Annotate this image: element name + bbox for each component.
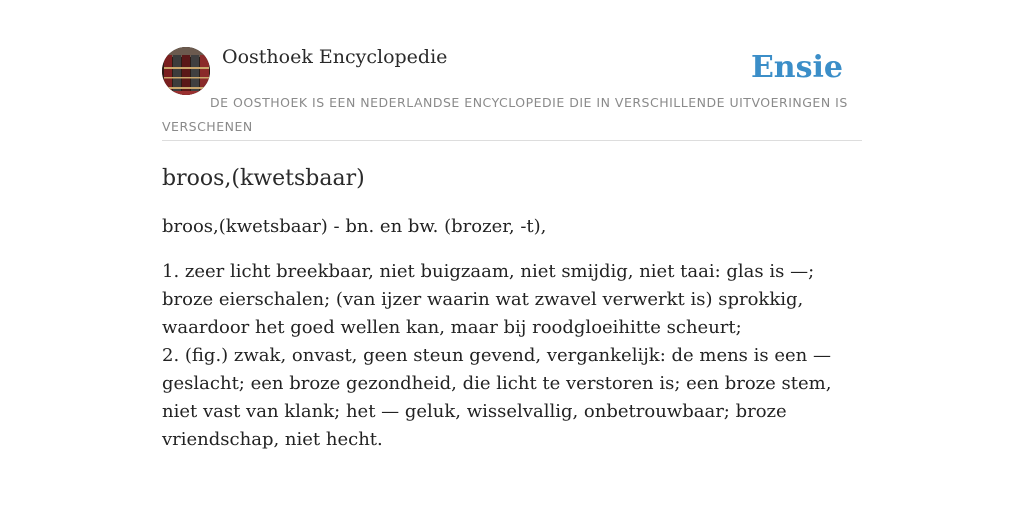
definition-1: 1. zeer licht breekbaar, niet buigzaam, niet smijdig, niet taai: glas is —; broze eierschalen; (van ijzer waarin wat zwavel verwerkt is) sprokkig, waardoor het goed wellen kan, maar bij roodgloeihitte scheurt; (162, 261, 815, 338)
site-header (162, 44, 862, 141)
site-avatar[interactable] (162, 47, 210, 95)
entry-title: broos,(kwetsbaar) (162, 166, 365, 191)
site-name[interactable]: Oosthoek Encyclopedie (222, 46, 448, 68)
entry-definitions (162, 258, 862, 454)
entry-content (162, 162, 862, 454)
book-spines-icon (162, 47, 210, 95)
entry-lead: broos,(kwetsbaar) - bn. en bw. (brozer, -t), (162, 216, 547, 237)
site-tagline: DE OOSTHOEK IS EEN NEDERLANDSE ENCYCLOPEDIE DIE IN VERSCHILLENDE UITVOERINGEN IS VERSCHENEN (162, 95, 848, 134)
definition-2: 2. (fig.) zwak, onvast, geen steun gevend, vergankelijk: de mens is een — geslacht; een broze gezondheid, die licht te verstoren is; een broze stem, niet vast van klank; het — geluk, wisselvallig, onbetrouwbaar; broze vriendschap, niet hecht. (162, 345, 832, 450)
brand-logo[interactable]: Ensie (750, 50, 843, 85)
